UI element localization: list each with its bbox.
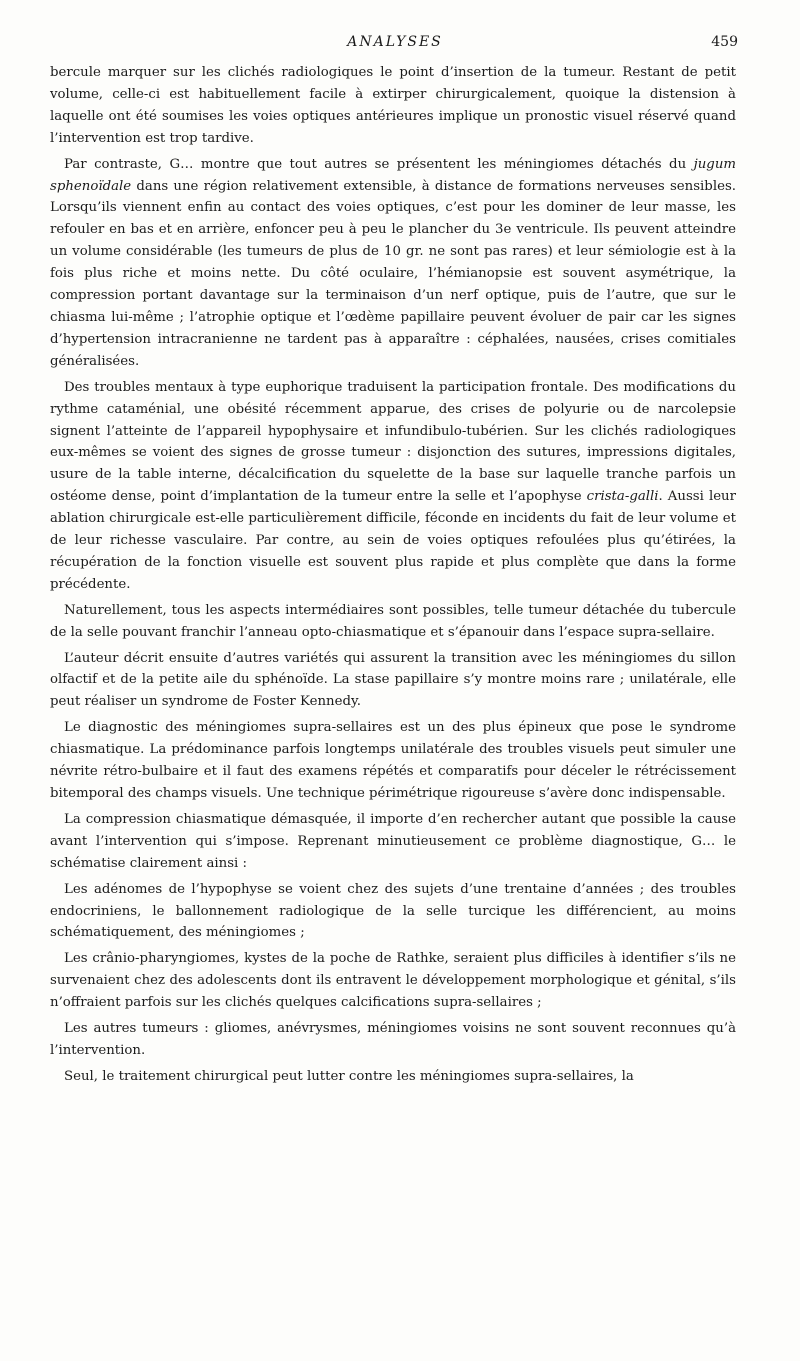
paragraph-text: bercule marquer sur les clichés radiologiques le point d’insertion de la tumeur. Restant de petit volume, celle-ci est habituellement facile à extirper chirurgicalement, quoique la distension à laquelle ont été soumises les voies optiques antérieures implique un pronostic visuel réservé quand l’intervention est trop tardive. bbox=[50, 65, 736, 146]
paragraph bbox=[50, 809, 736, 875]
running-title: ANALYSES bbox=[347, 34, 443, 50]
paragraph bbox=[50, 1066, 736, 1088]
paragraph-text: La compression chiasmatique démasquée, il importe d’en rechercher autant que possible la cause avant l’intervention qui s’impose. Reprenant minutieusement ce problème diagnostique, G… le schématise clairement ainsi : bbox=[50, 811, 736, 871]
paragraph-text: Naturellement, tous les aspects intermédiaires sont possibles, telle tumeur détachée du tubercule de la selle pouvant franchir l’anneau opto-chiasmatique et s’épanouir dans l’espace supra-sellaire. bbox=[50, 602, 736, 640]
paragraph-text: Les adénomes de l’hypophyse se voient chez des sujets d’une trentaine d’années ; des troubles endocriniens, le ballonnement radiologique de la selle turcique les différencient, au moins schématiquement, des méningiomes ; bbox=[50, 881, 736, 941]
paragraph bbox=[50, 600, 736, 644]
paragraph-text: Les crânio-pharyngiomes, kystes de la poche de Rathke, seraient plus difficiles à identifier s’ils ne survenaient chez des adolescents dont ils entravent le développement morphologique et génital, s’ils n’offraient parfois sur les clichés quelques calcifications supra-sellaires ; bbox=[50, 951, 736, 1011]
paragraph bbox=[50, 717, 736, 805]
paragraph-text: L’auteur décrit ensuite d’autres variétés qui assurent la transition avec les méningiomes du sillon olfactif et de la petite aile du sphénoïde. La stase papillaire s’y montre moins rare ; unilatérale, elle peut réaliser un syndrome de Foster Kennedy. bbox=[50, 650, 736, 710]
body-text bbox=[50, 62, 736, 1088]
paragraph bbox=[50, 879, 736, 945]
paragraph-text: . Aussi leur ablation chirurgicale est-elle particulièrement difficile, féconde en incidents du fait de leur volume et de leur richesse vasculaire. Par contre, au sein de voies optiques refoulées plus qu’étirées, la récupération de la fonction visuelle est souvent plus rapide et plus complète que dans la forme précédente. bbox=[50, 489, 736, 592]
paragraph bbox=[50, 648, 736, 714]
paragraph-text: Des troubles mentaux à type euphorique traduisent la participation frontale. Des modifications du rythme cataménial, une obésité récemment apparue, des crises de polyurie ou de narcolepsie signent l’atteinte de l’appareil hypophysaire et infundibulo-tubérien. Sur les clichés radiologiques eux-mêmes se voient des signes de grosse tumeur : disjonction des sutures, impressions digitales, usure de la table interne, décalcification du squelette de la base sur laquelle tranche parfois un ostéome dense, point d’implantation de la tumeur entre la selle et l’apophyse bbox=[50, 379, 736, 505]
paragraph bbox=[50, 1018, 736, 1062]
paragraph bbox=[50, 154, 736, 373]
paragraph bbox=[50, 62, 736, 150]
page-number: 459 bbox=[711, 34, 738, 50]
paragraph-text: Le diagnostic des méningiomes supra-sellaires est un des plus épineux que pose le syndrome chiasmatique. La prédominance parfois longtemps unilatérale des troubles visuels peut simuler une névrite rétro-bulbaire et il faut des examens répétés et comparatifs pour déceler le rétrécissement bitemporal des champs visuels. Une technique périmétrique rigoureuse s’avère donc indispensable. bbox=[50, 720, 736, 801]
paragraph-text: dans une région relativement extensible, à distance de formations nerveuses sensibles. Lorsqu’ils viennent enfin au contact des voies optiques, c’est pour les dominer de leur masse, les refouler en bas et en arrière, enfoncer peu à peu le plancher du 3e ventricule. Ils peuvent atteindre un volume considérable (les tumeurs de plus de 10 gr. ne sont pas rares) et leur sémiologie est à la fois plus riche et moins nette. Du côté oculaire, l’hémianopsie est souvent asymétrique, la compression portant davantage sur la terminaison d’un nerf optique, puis de l’autre, que sur le chiasma lui-même ; l’atrophie optique et l’œdème papillaire peuvent évoluer de pair car les signes d’hypertension intracranienne ne tardent pas à apparaître : céphalées, nausées, crises comitiales généralisées. bbox=[50, 178, 736, 369]
paragraph-text: Seul, le traitement chirurgical peut lutter contre les méningiomes supra-sellaires, la bbox=[64, 1068, 634, 1084]
paragraph bbox=[50, 377, 736, 596]
italic-term: crista-galli bbox=[586, 489, 659, 505]
paragraph-text: Par contraste, G… montre que tout autres se présentent les méningiomes détachés du bbox=[64, 156, 694, 172]
paragraph-text: Les autres tumeurs : gliomes, anévrysmes, méningiomes voisins ne sont souvent reconnues qu’à l’intervention. bbox=[50, 1021, 736, 1058]
paragraph bbox=[50, 948, 736, 1014]
running-head bbox=[52, 34, 738, 56]
italic-term: jugum sphenoïdale bbox=[50, 156, 736, 194]
